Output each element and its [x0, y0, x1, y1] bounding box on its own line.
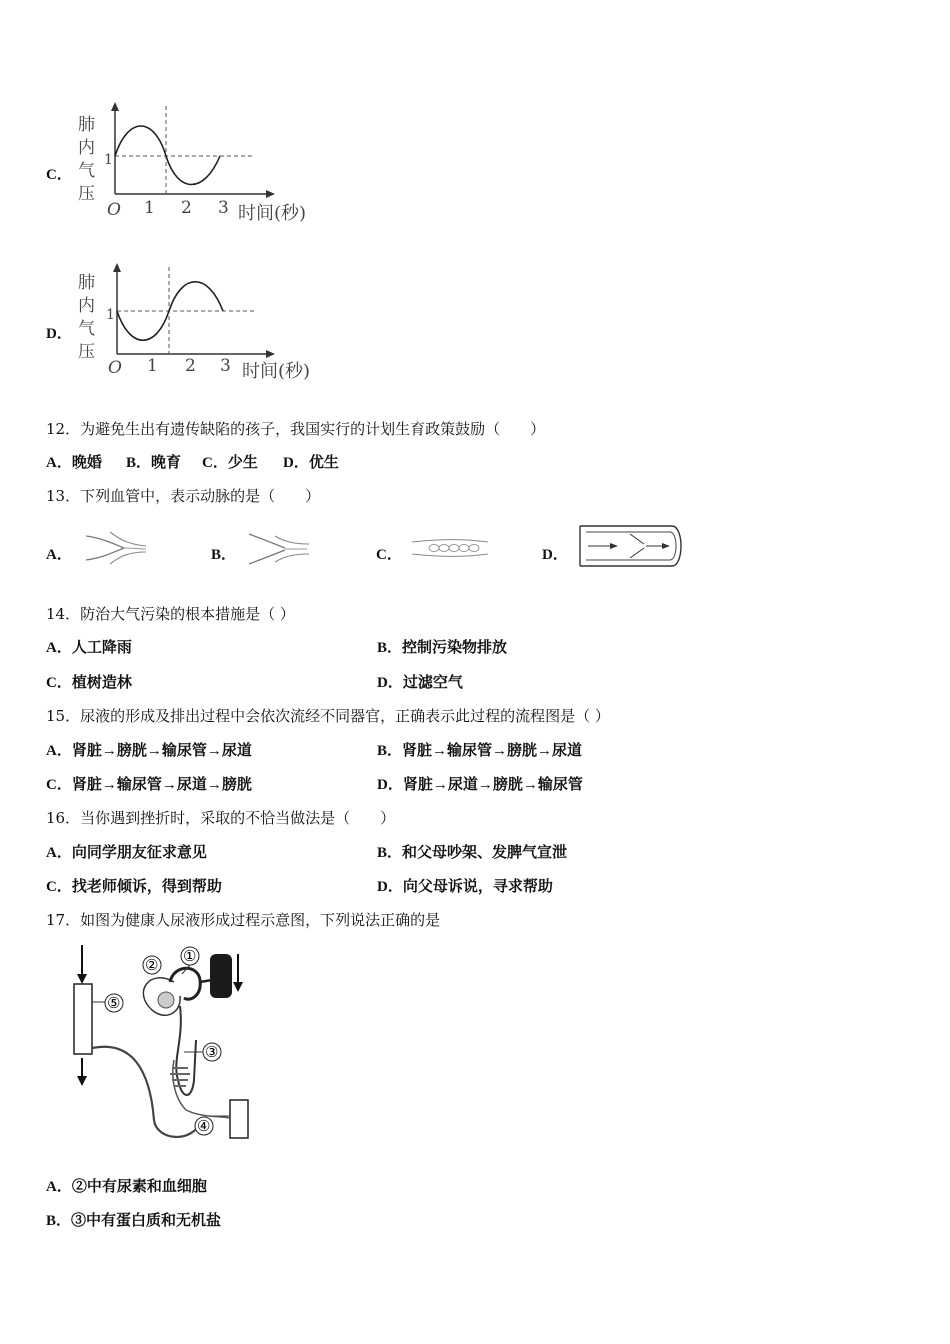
graph-d-ylabel-2: 内	[78, 296, 95, 316]
graph-c-x-arrow	[266, 190, 275, 198]
vessel-c-image	[410, 534, 492, 562]
q15-stem: 15．尿液的形成及排出过程中会依次流经不同器官，正确表示此过程的流程图是（ ）	[46, 707, 610, 725]
graph-c-ylabel-2: 内	[78, 138, 95, 158]
q12-option-c: C．少生	[202, 455, 258, 471]
q13-option-a: A．	[46, 547, 72, 563]
q15-option-d: D．肾脏→尿道→膀胱→输尿管	[377, 777, 583, 793]
q14-option-d: D．过滤空气	[377, 675, 463, 691]
graph-d-y-arrow	[113, 263, 121, 272]
graph-d-tick-1: 1	[147, 356, 158, 376]
option-c-label: C．	[46, 167, 72, 183]
q13-option-b: B．	[211, 547, 237, 563]
q14-option-a: A．人工降雨	[46, 640, 132, 656]
vessel-d-image	[574, 522, 688, 570]
q12-option-a: A．晚婚	[46, 455, 102, 471]
graph-d-y-tick: 1	[106, 307, 115, 323]
q14-stem: 14．防治大气污染的根本措施是（ ）	[46, 605, 295, 623]
graph-c	[70, 98, 340, 228]
graph-d-ylabel-1: 肺	[78, 273, 95, 293]
q17-option-b: B．③中有蛋白质和无机盐	[46, 1213, 222, 1229]
graph-d-ylabel-4: 压	[78, 342, 95, 362]
q16-option-d: D．向父母诉说，寻求帮助	[377, 879, 553, 895]
graph-c-xlabel: 时间(秒)	[238, 203, 307, 224]
vessel-a-image	[80, 528, 152, 568]
graph-c-y-arrow	[111, 102, 119, 111]
q12-option-d: D．优生	[283, 455, 339, 471]
graph-c-y-tick: 1	[104, 152, 113, 168]
graph-d-tick-2: 2	[185, 356, 196, 376]
q14-option-c: C．植树造林	[46, 675, 132, 691]
graph-c-tick-3: 3	[218, 198, 229, 218]
graph-c-ylabel-3: 气	[78, 161, 95, 181]
q15-option-a: A．肾脏→膀胱→输尿管→尿道	[46, 743, 252, 759]
graph-c-tick-2: 2	[181, 198, 192, 218]
graph-d-ylabel-3: 气	[78, 319, 95, 339]
graph-d-tick-3: 3	[220, 356, 231, 376]
q14-option-b: B．控制污染物排放	[377, 640, 508, 656]
q13-option-d: D．	[542, 547, 568, 563]
graph-c-origin: O	[107, 200, 121, 220]
graph-c-curve	[115, 126, 220, 185]
label-1: ①	[183, 947, 197, 965]
q16-option-b: B．和父母吵架、发脾气宣泄	[377, 845, 568, 861]
option-d-label: D．	[46, 326, 72, 342]
q12-stem: 12．为避免生出有遗传缺陷的孩子，我国实行的计划生育政策鼓励（ ）	[46, 420, 546, 438]
graph-d-origin: O	[108, 358, 122, 378]
q17-option-a: A．②中有尿素和血细胞	[46, 1179, 207, 1195]
q15-option-b: B．肾脏→输尿管→膀胱→尿道	[377, 743, 583, 759]
label-4: ④	[197, 1117, 211, 1135]
graph-d-x-arrow	[266, 350, 275, 358]
q13-option-c: C．	[376, 547, 402, 563]
q16-option-c: C．找老师倾诉，得到帮助	[46, 879, 222, 895]
graph-c-tick-1: 1	[144, 198, 155, 218]
graph-c-ylabel-1: 肺	[78, 115, 95, 135]
vessel-b-image	[245, 528, 315, 570]
graph-c-ylabel-4: 压	[78, 184, 95, 204]
label-3: ③	[205, 1043, 219, 1061]
q13-stem: 13．下列血管中，表示动脉的是（ ）	[46, 487, 321, 505]
label-2: ②	[145, 956, 159, 974]
q15-option-c: C．肾脏→输尿管→尿道→膀胱	[46, 777, 252, 793]
nephron-diagram	[62, 940, 262, 1150]
graph-d	[70, 258, 340, 388]
q12-option-b: B．晚育	[126, 455, 182, 471]
label-5: ⑤	[107, 994, 121, 1012]
q16-stem: 16．当你遇到挫折时，采取的不恰当做法是（ ）	[46, 809, 396, 827]
q16-option-a: A．向同学朋友征求意见	[46, 845, 207, 861]
q17-stem: 17．如图为健康人尿液形成过程示意图，下列说法正确的是	[46, 911, 441, 929]
graph-d-xlabel: 时间(秒)	[242, 361, 311, 382]
